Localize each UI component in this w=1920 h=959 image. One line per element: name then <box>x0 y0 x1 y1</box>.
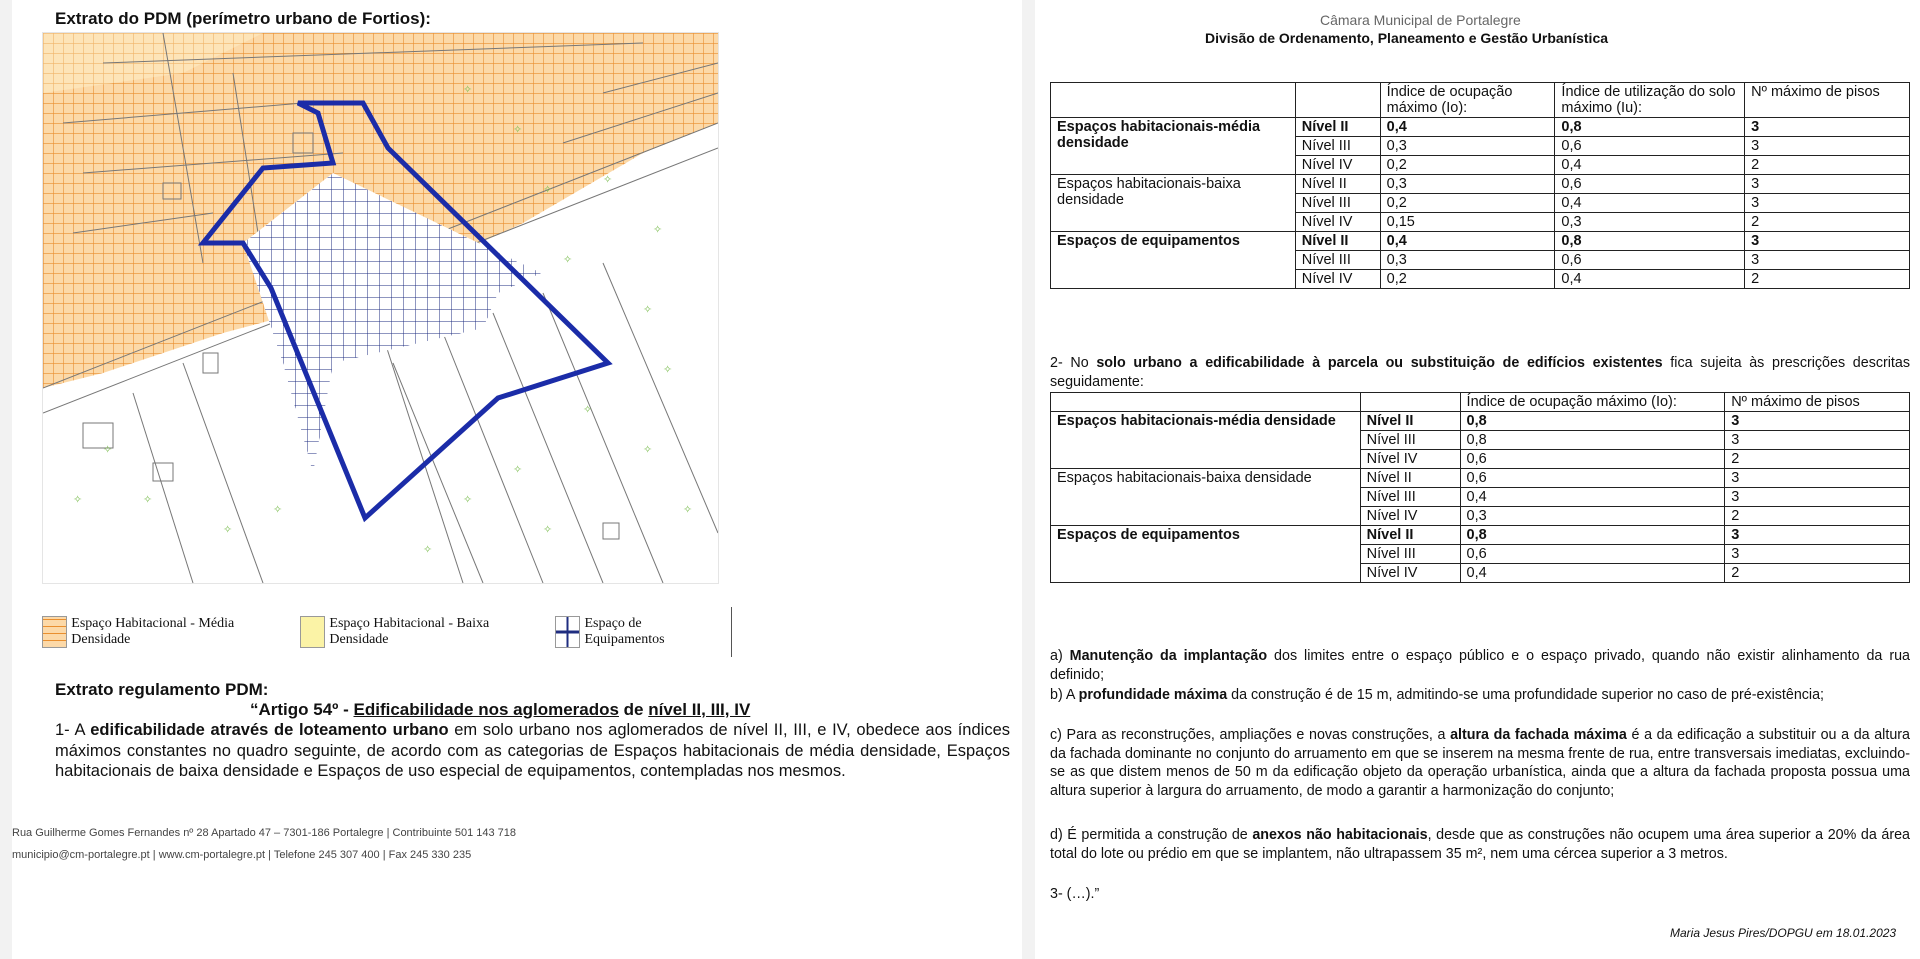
iu-cell: 0,4 <box>1555 156 1745 175</box>
pisos-cell: 3 <box>1745 137 1910 156</box>
level-cell: Nível III <box>1295 137 1380 156</box>
io-cell: 0,3 <box>1380 251 1555 270</box>
b-prefix: b) A <box>1050 687 1079 703</box>
svg-text:✧: ✧ <box>543 524 553 536</box>
signature: Maria Jesus Pires/DOPGU em 18.01.2023 <box>1670 926 1897 940</box>
svg-text:✧: ✧ <box>423 544 433 556</box>
pdm-map <box>42 32 719 584</box>
b-rest: da construção é de 15 m, admitindo-se uma profundidade superior no caso de pré-existência; <box>1227 687 1825 703</box>
c-bold: altura da fachada máxima <box>1450 727 1627 743</box>
pisos-cell: 2 <box>1745 156 1910 175</box>
level-cell: Nível IV <box>1295 270 1380 289</box>
article-paragraph-1 <box>55 720 1010 782</box>
item-a: a) Manutenção da implantação dos limites entre o espaço público e o espaço privado, quando não existir alinhamento da rua definido; <box>1050 648 1910 683</box>
iu-cell: 0,8 <box>1555 118 1745 137</box>
indices-table-2 <box>1050 392 1910 583</box>
io-cell: 0,4 <box>1380 118 1555 137</box>
category-cell: Espaços habitacionais-baixa densidade <box>1051 469 1361 526</box>
io-cell: 0,2 <box>1380 156 1555 175</box>
io-cell: 0,3 <box>1460 507 1725 526</box>
category-cell: Espaços habitacionais-média densidade <box>1051 118 1296 175</box>
b-bold: profundidade máxima <box>1078 687 1228 703</box>
iu-cell: 0,4 <box>1555 270 1745 289</box>
io-cell: 0,15 <box>1380 213 1555 232</box>
io-cell: 0,4 <box>1460 488 1725 507</box>
iu-cell: 0,6 <box>1555 251 1745 270</box>
io-cell: 0,2 <box>1380 270 1555 289</box>
article-title <box>250 700 750 720</box>
svg-text:✧: ✧ <box>563 254 573 266</box>
article-levels: nível II, III, IV <box>648 700 751 719</box>
svg-text:✧: ✧ <box>463 84 473 96</box>
map-heading: Extrato do PDM (perímetro urbano de Fortios): <box>55 9 431 28</box>
level-cell: Nível II <box>1360 412 1460 431</box>
svg-text:✧: ✧ <box>513 464 523 476</box>
regulation-heading: Extrato regulamento PDM: <box>55 680 269 699</box>
pisos-cell: 2 <box>1725 564 1910 583</box>
io-cell: 0,6 <box>1460 450 1725 469</box>
table-row <box>1051 175 1910 194</box>
item-c <box>1050 726 1910 800</box>
svg-text:✧: ✧ <box>663 364 673 376</box>
level-cell: Nível III <box>1295 194 1380 213</box>
level-cell: Nível III <box>1360 431 1460 450</box>
article-mid: de <box>618 700 649 719</box>
iu-cell: 0,6 <box>1555 175 1745 194</box>
iu-cell: 0,6 <box>1555 137 1745 156</box>
legend-item-medium-density <box>42 616 290 648</box>
a-bold: Manutenção da implantação <box>1069 648 1268 664</box>
io-cell: 0,6 <box>1460 545 1725 564</box>
pisos-cell: 2 <box>1745 270 1910 289</box>
item-b <box>1050 686 1910 705</box>
level-cell: Nível IV <box>1360 507 1460 526</box>
category-cell: Espaços habitacionais-média densidade <box>1051 412 1361 469</box>
header-cell: Índice de ocupação máximo (Io): <box>1460 393 1725 412</box>
level-cell: Nível IV <box>1295 156 1380 175</box>
level-cell: Nível IV <box>1360 564 1460 583</box>
pisos-cell: 3 <box>1725 431 1910 450</box>
pisos-cell: 3 <box>1725 545 1910 564</box>
category-cell: Espaços de equipamentos <box>1051 232 1296 289</box>
pisos-cell: 2 <box>1725 450 1910 469</box>
iu-cell: 0,4 <box>1555 194 1745 213</box>
pisos-cell: 3 <box>1725 412 1910 431</box>
article-name: Edificabilidade nos aglomerados <box>353 700 619 719</box>
table-header-row <box>1051 393 1910 412</box>
iu-cell: 0,3 <box>1555 213 1745 232</box>
io-cell: 0,3 <box>1380 137 1555 156</box>
pisos-cell: 3 <box>1745 232 1910 251</box>
para-bold: edificabilidade através de loteamento urbano <box>90 721 449 739</box>
p2-rest: fica sujeita às prescrições descritas seguidamente: <box>1050 355 1911 390</box>
level-cell: Nível II <box>1360 469 1460 488</box>
c-prefix: c) Para as reconstruções, ampliações e novas construções, a <box>1050 727 1451 743</box>
table-row <box>1051 469 1910 488</box>
header-cell: Nº máximo de pisos <box>1745 83 1910 118</box>
svg-text:✧: ✧ <box>223 524 233 536</box>
pisos-cell: 3 <box>1725 469 1910 488</box>
svg-text:✧: ✧ <box>463 494 473 506</box>
svg-text:✧: ✧ <box>653 224 663 236</box>
division-title: Divisão de Ordenamento, Planeamento e Gestão Urbanística <box>1205 30 1609 46</box>
level-cell: Nível III <box>1360 545 1460 564</box>
level-cell: Nível II <box>1360 526 1460 545</box>
table-row <box>1051 232 1910 251</box>
svg-text:✧: ✧ <box>143 494 153 506</box>
io-cell: 0,4 <box>1460 564 1725 583</box>
footer-address: Rua Guilherme Gomes Fernandes nº 28 Apartado 47 – 7301-186 Portalegre | Contribuinte 501 143 718 <box>12 827 517 839</box>
table-row <box>1051 526 1910 545</box>
legend-label: Espaço Habitacional - Baixa Densidade <box>329 616 490 647</box>
legend-divider <box>731 607 732 657</box>
blue-grid-swatch <box>555 616 580 648</box>
p2-bold: solo urbano a edificabilidade à parcela ou substituição de edifícios existentes <box>1096 355 1663 371</box>
io-cell: 0,4 <box>1380 232 1555 251</box>
municipality-title: Câmara Municipal de Portalegre <box>1320 12 1521 28</box>
a-rest: dos limites entre o espaço público e o espaço privado, quando não existir alinhamento da rua definido; <box>1050 648 1910 683</box>
pisos-cell: 3 <box>1725 488 1910 507</box>
level-cell: Nível III <box>1295 251 1380 270</box>
svg-text:✧: ✧ <box>103 444 113 456</box>
paragraph-2 <box>1050 354 1910 391</box>
io-cell: 0,3 <box>1380 175 1555 194</box>
level-cell: Nível IV <box>1360 450 1460 469</box>
d-rest: , desde que as construções não ocupem uma área superior a 20% da área total do lote ou prédio em que se implantem, não ultrapassem 35 m², nem uma cércea superior a 3 metros. <box>1050 827 1911 862</box>
article-prefix: “Artigo 54º - <box>250 700 354 719</box>
svg-text:✧: ✧ <box>643 444 653 456</box>
svg-text:✧: ✧ <box>683 504 693 516</box>
io-cell: 0,2 <box>1380 194 1555 213</box>
category-cell: Espaços de equipamentos <box>1051 526 1361 583</box>
c-rest: é a da edificação a substituir ou a da altura da fachada dominante no conjunto do arruamento em que se inserem na mesma frente de rua, entre transversais imediatas, excluindo-se as que distem menos de 50 m da edificação objeto da operação urbanística, ainda que a altura da fachada proposta possua uma altura superior à largura do arruamento, de modo a garantir a harmonização do conjunto; <box>1050 727 1910 799</box>
level-cell: Nível II <box>1295 175 1380 194</box>
table2-body <box>1051 393 1910 583</box>
yellow-swatch <box>300 616 325 648</box>
header-empty-cell <box>1360 393 1460 412</box>
header-cell: Nº máximo de pisos <box>1725 393 1910 412</box>
header-cell: Índice de ocupação máximo (Io): <box>1380 83 1555 118</box>
table-header-row <box>1051 83 1910 118</box>
svg-text:✧: ✧ <box>643 304 653 316</box>
d-prefix: d) É permitida a construção de <box>1050 827 1253 843</box>
pisos-cell: 2 <box>1745 213 1910 232</box>
pisos-cell: 3 <box>1745 194 1910 213</box>
category-cell: Espaços habitacionais-baixa densidade <box>1051 175 1296 232</box>
pisos-cell: 3 <box>1745 118 1910 137</box>
pisos-cell: 2 <box>1725 507 1910 526</box>
item-d <box>1050 826 1910 863</box>
legend-label: Espaço de Equipamentos <box>584 616 665 647</box>
pisos-cell: 3 <box>1745 175 1910 194</box>
table1-body <box>1051 83 1910 289</box>
svg-text:✧: ✧ <box>273 504 283 516</box>
item-end: 3- (…).” <box>1050 886 1100 902</box>
level-cell: Nível IV <box>1295 213 1380 232</box>
legend-label: Espaço Habitacional - Média Densidade <box>71 616 235 647</box>
io-cell: 0,8 <box>1460 431 1725 450</box>
svg-text:✧: ✧ <box>583 404 593 416</box>
level-cell: Nível II <box>1295 118 1380 137</box>
para-prefix: 1- A <box>55 721 91 739</box>
header-empty-cell <box>1051 393 1361 412</box>
header-empty-cell <box>1295 83 1380 118</box>
svg-text:✧: ✧ <box>513 124 523 136</box>
io-cell: 0,8 <box>1460 526 1725 545</box>
para-rest: em solo urbano nos aglomerados de nível II, III, e IV, obedece aos índices máximos constantes no quadro seguinte, de acordo com as categorias de Espaços habitacionais de média densidade, Espaços habitacionais de baixa densidade e Espaços de uso especial de equipamentos, contempladas nos mesmos. <box>55 721 1010 780</box>
d-bold: anexos não habitacionais <box>1252 827 1428 843</box>
map-graphic <box>43 33 718 583</box>
svg-text:✧: ✧ <box>73 494 83 506</box>
orange-grid-swatch <box>42 616 67 648</box>
level-cell: Nível II <box>1295 232 1380 251</box>
indices-table-1 <box>1050 82 1910 289</box>
footer-contacts: municipio@cm-portalegre.pt | www.cm-portalegre.pt | Telefone 245 307 400 | Fax 245 330 235 <box>12 849 472 861</box>
svg-text:✧: ✧ <box>543 184 553 196</box>
pisos-cell: 3 <box>1725 526 1910 545</box>
pisos-cell: 3 <box>1745 251 1910 270</box>
svg-text:✧: ✧ <box>603 174 613 186</box>
iu-cell: 0,8 <box>1555 232 1745 251</box>
io-cell: 0,8 <box>1460 412 1725 431</box>
io-cell: 0,6 <box>1460 469 1725 488</box>
header-cell: Índice de utilização do solo máximo (Iu): <box>1555 83 1745 118</box>
table-row <box>1051 412 1910 431</box>
level-cell: Nível III <box>1360 488 1460 507</box>
p2-prefix: 2- No <box>1050 355 1097 371</box>
legend-item-low-density <box>300 616 545 648</box>
map-legend <box>42 602 732 662</box>
table-row <box>1051 118 1910 137</box>
header-empty-cell <box>1051 83 1296 118</box>
legend-item-equipment <box>555 616 721 648</box>
